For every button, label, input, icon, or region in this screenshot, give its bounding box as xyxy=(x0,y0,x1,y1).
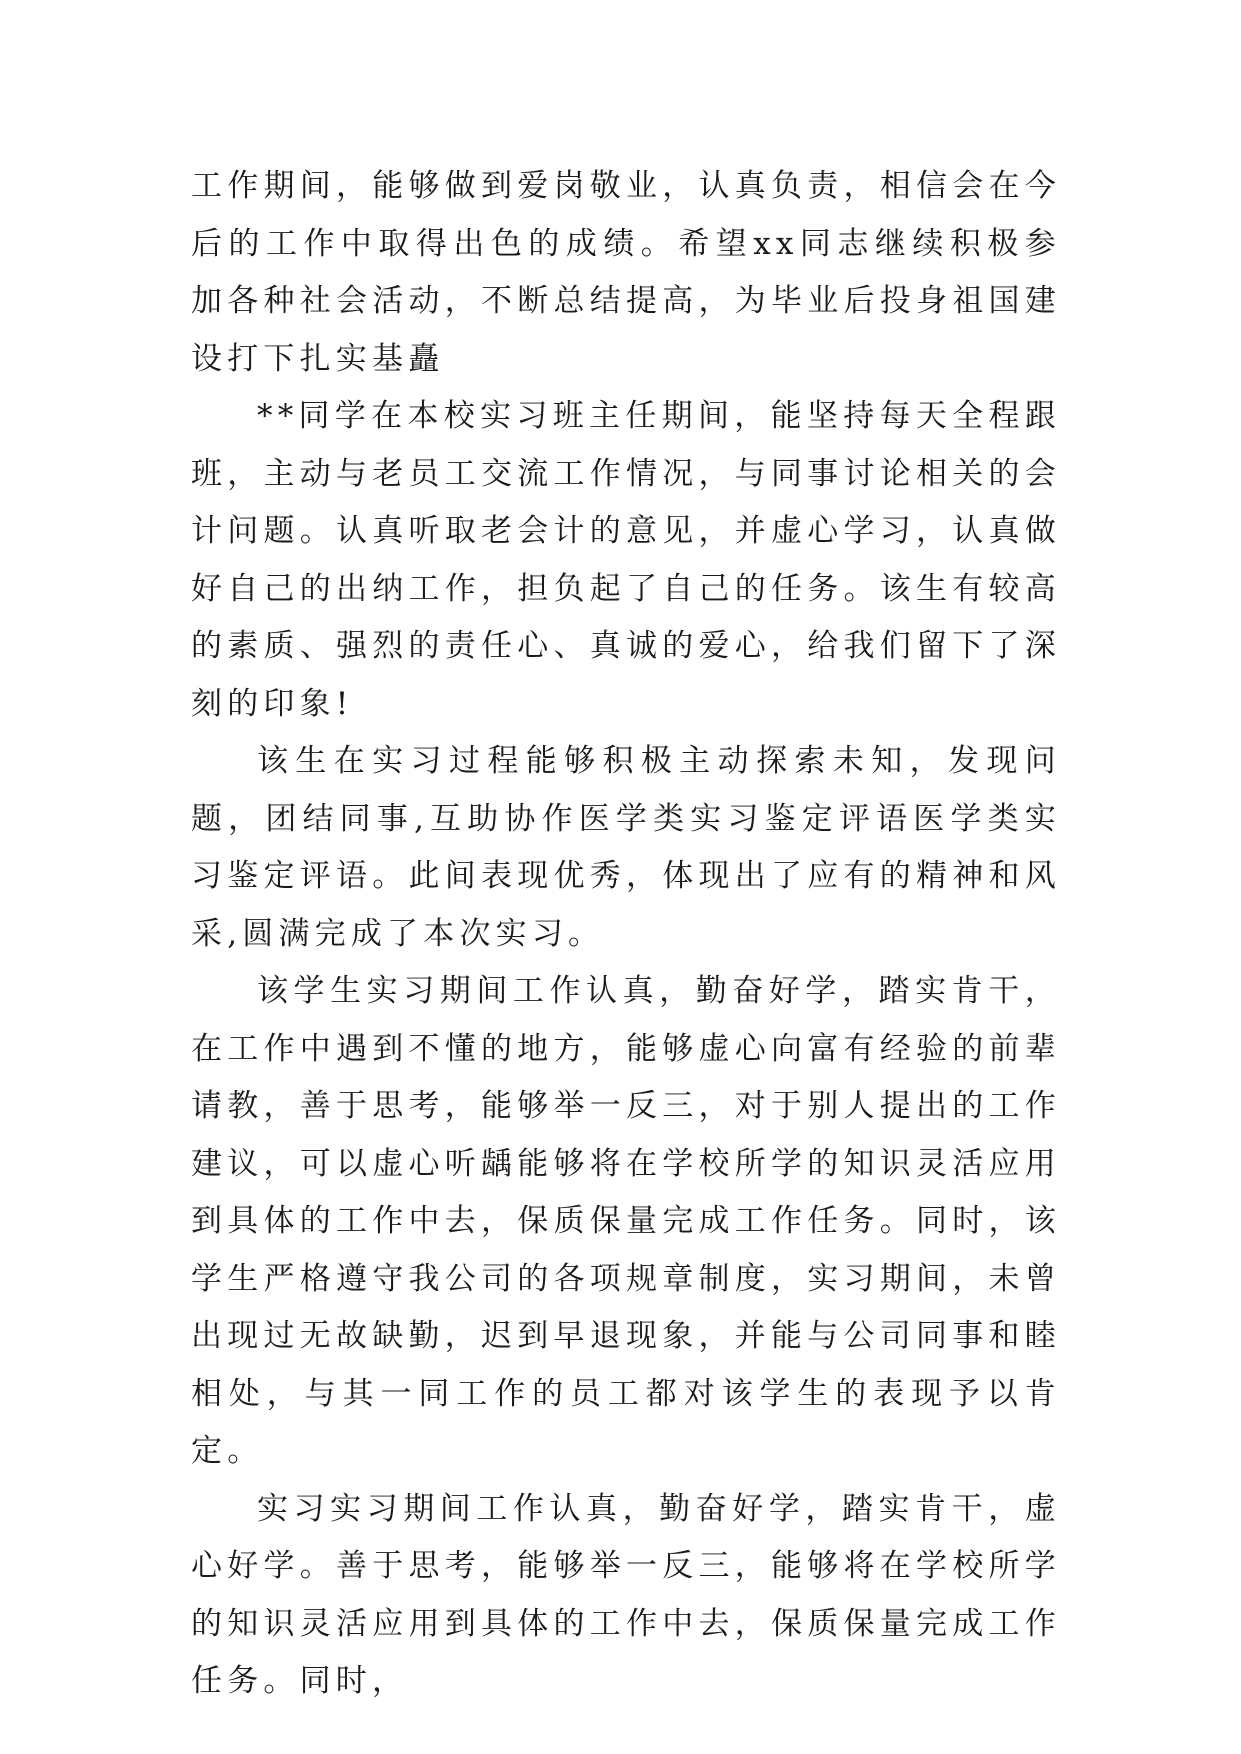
paragraph-continuation: 工作期间，能够做到爱岗敬业，认真负责，相信会在今后的工作中取得出色的成绩。希望xx同志继续积极参加各种社会活动，不断总结提高，为毕业后投身祖国建设打下扎实基矗 xyxy=(191,168,1061,377)
paragraph: 实习实习期间工作认真，勤奋好学，踏实肯干，虚心好学。善于思考，能够举一反三，能够将在学校所学的知识灵活应用到具体的工作中去，保质保量完成工作任务。同时， xyxy=(191,1490,1061,1699)
document-body xyxy=(191,158,1061,1711)
paragraph: **同学在本校实习班主任期间，能坚持每天全程跟班，主动与老员工交流工作情况，与同事讨论相关的会计问题。认真听取老会计的意见，并虚心学习，认真做好自己的出纳工作，担负起了自己的任务。该生有较高的素质、强烈的责任心、真诚的爱心，给我们留下了深刻的印象! xyxy=(191,398,1061,722)
paragraph: 该学生实习期间工作认真，勤奋好学，踏实肯干，在工作中遇到不懂的地方，能够虚心向富有经验的前辈请教，善于思考，能够举一反三，对于别人提出的工作建议，可以虚心听龋能够将在学校所学的知识灵活应用到具体的工作中去，保质保量完成工作任务。同时，该学生严格遵守我公司的各项规章制度，实习期间，未曾出现过无故缺勤，迟到早退现象，并能与公司同事和睦相处，与其一同工作的员工都对该学生的表现予以肯定。 xyxy=(191,973,1061,1469)
paragraph: 该生在实习过程能够积极主动探索未知，发现问题，团结同事,互助协作医学类实习鉴定评语医学类实习鉴定评语。此间表现优秀，体现出了应有的精神和风采,圆满完成了本次实习。 xyxy=(191,743,1061,952)
